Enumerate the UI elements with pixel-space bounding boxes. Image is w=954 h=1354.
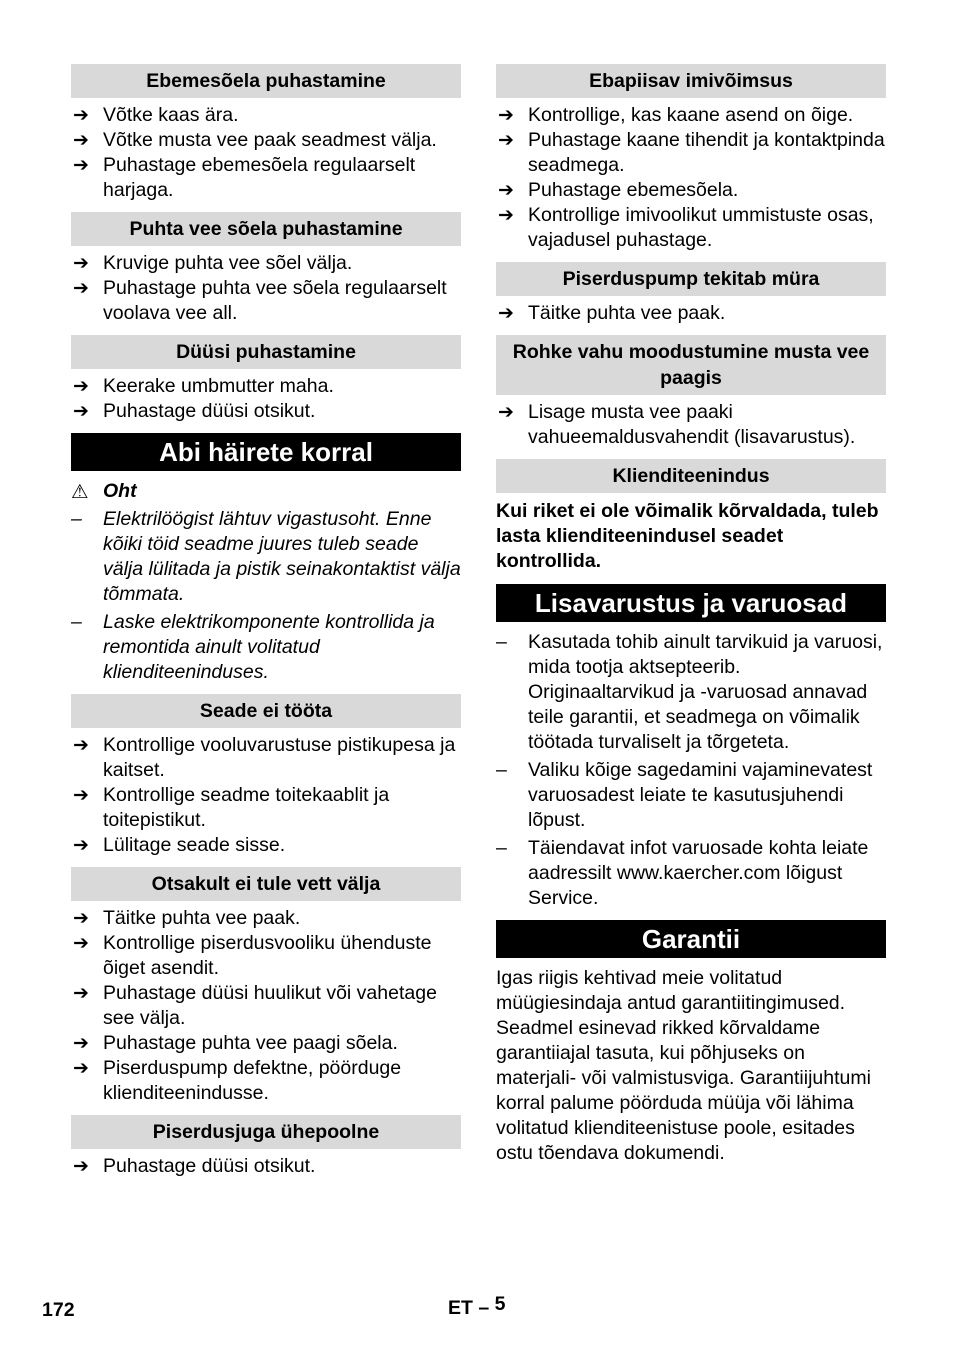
list — [71, 906, 461, 1106]
chapter-heading: Garantii — [496, 920, 886, 958]
list-item: ➔ Lülitage seade sisse. — [71, 833, 461, 858]
list-item: ➔ Puhastage düüsi huulikut või vahetage see välja. — [71, 981, 461, 1031]
footer-label — [448, 1293, 506, 1321]
list — [496, 400, 886, 450]
list-item: ➔ Kontrollige vooluvarustuse pistikupesa ja kaitset. — [71, 733, 461, 783]
footer-sep: – — [478, 1297, 490, 1319]
section-heading: Seade ei tööta — [71, 694, 461, 728]
warning-list — [71, 507, 461, 685]
list-item: ➔ Puhastage düüsi otsikut. — [71, 1154, 461, 1179]
list-item: – Laske elektrikomponente kontrollida ja remontida ainult volitatud klienditeeninduses. — [71, 610, 461, 685]
section-heading: Ebemesõela puhastamine — [71, 64, 461, 98]
section-heading: Puhta vee sõela puhastamine — [71, 212, 461, 246]
list-item: ➔ Puhastage ebemesõela regulaarselt harjaga. — [71, 153, 461, 203]
list — [71, 251, 461, 326]
section-heading: Ebapiisav imivõimsus — [496, 64, 886, 98]
list-item: – Valiku kõige sagedamini vajaminevatest varuosadest leiate te kasutusjuhendi lõpust. — [496, 758, 886, 833]
list-item: ➔ Täitke puhta vee paak. — [71, 906, 461, 931]
accessories-list — [496, 630, 886, 911]
section-heading: Rohke vahu moodustumine musta vee paagis — [496, 335, 886, 395]
left-column — [71, 64, 461, 1188]
list — [71, 733, 461, 858]
list-item: ➔ Puhastage puhta vee sõela regulaarselt voolava vee all. — [71, 276, 461, 326]
list-item: ➔ Puhastage ebemesõela. — [496, 178, 886, 203]
list-item: ➔ Kontrollige imivoolikut ummistuste osas, vajadusel puhastage. — [496, 203, 886, 253]
list — [71, 1154, 461, 1179]
chapter-heading: Abi häirete korral — [71, 433, 461, 471]
section-heading: Düüsi puhastamine — [71, 335, 461, 369]
list-item: ➔ Puhastage puhta vee paagi sõela. — [71, 1031, 461, 1056]
list-item: ➔ Täitke puhta vee paak. — [496, 301, 886, 326]
list-item: ➔ Võtke musta vee paak seadmest välja. — [71, 128, 461, 153]
list-item: – Täiendavat infot varuosade kohta leiate aadressilt www.kaercher.com lõigust Service. — [496, 836, 886, 911]
list-item: ➔ Lisage musta vee paaki vahueemaldusvahendit (lisavarustus). — [496, 400, 886, 450]
list-item: ➔ Puhastage düüsi otsikut. — [71, 399, 461, 424]
list-item: – Kasutada tohib ainult tarvikuid ja varuosi, mida tootja aktsepteerib. Originaaltarvikud ja -varuosad annavad teile garantii, et seadmega on võimalik töötada turvaliselt ja tõrgeteta. — [496, 630, 886, 755]
list — [71, 374, 461, 424]
list-item: ➔ Puhastage kaane tihendit ja kontaktpinda seadmega. — [496, 128, 886, 178]
service-notice: Kui riket ei ole võimalik kõrvaldada, tuleb lasta klienditeenindusel seadet kontrollida. — [496, 500, 879, 572]
warning-label — [71, 479, 461, 504]
footer-lang: ET — [448, 1297, 473, 1319]
section-heading: Piserduspump tekitab müra — [496, 262, 886, 296]
list — [71, 103, 461, 203]
list-item: ➔ Piserduspump defektne, pöörduge klienditeenindusse. — [71, 1056, 461, 1106]
page-number: 172 — [42, 1299, 75, 1321]
list-item: ➔ Võtke kaas ära. — [71, 103, 461, 128]
right-column — [496, 64, 886, 1166]
list — [496, 301, 886, 326]
list-item: ➔ Keerake umbmutter maha. — [71, 374, 461, 399]
warning-label-text: Oht — [103, 480, 137, 502]
section-heading: Piserdusjuga ühepoolne — [71, 1115, 461, 1149]
list-item: ➔ Kontrollige, kas kaane asend on õige. — [496, 103, 886, 128]
warranty-text: Igas riigis kehtivad meie volitatud müügiesindaja antud garantiitingimused. Seadmel esinevad rikked kõrvaldame garantiiajal tasuta, kui põhjuseks on materjali- või valmistusviga. Garantiijuhtumi korral palume pöörduda müüja või lähima volitatud klienditeenistuse poole, esitades ostu tõendava dokumendi. — [496, 967, 871, 1164]
section-heading: Klienditeenindus — [496, 459, 886, 493]
section-heading: Otsakult ei tule vett välja — [71, 867, 461, 901]
list-item: – Elektrilöögist lähtuv vigastusoht. Enne kõiki töid seadme juures tuleb seade välja lülitada ja pistik seinakontaktist välja tõmmata. — [71, 507, 461, 607]
list-item: ➔ Kontrollige piserdusvooliku ühenduste õiget asendit. — [71, 931, 461, 981]
footer-page: 5 — [494, 1293, 506, 1315]
list-item: ➔ Kontrollige seadme toitekaablit ja toitepistikut. — [71, 783, 461, 833]
warning-triangle-icon: ⚠ — [71, 480, 89, 503]
list — [496, 103, 886, 253]
chapter-heading: Lisavarustus ja varuosad — [496, 584, 886, 622]
list-item: ➔ Kruvige puhta vee sõel välja. — [71, 251, 461, 276]
